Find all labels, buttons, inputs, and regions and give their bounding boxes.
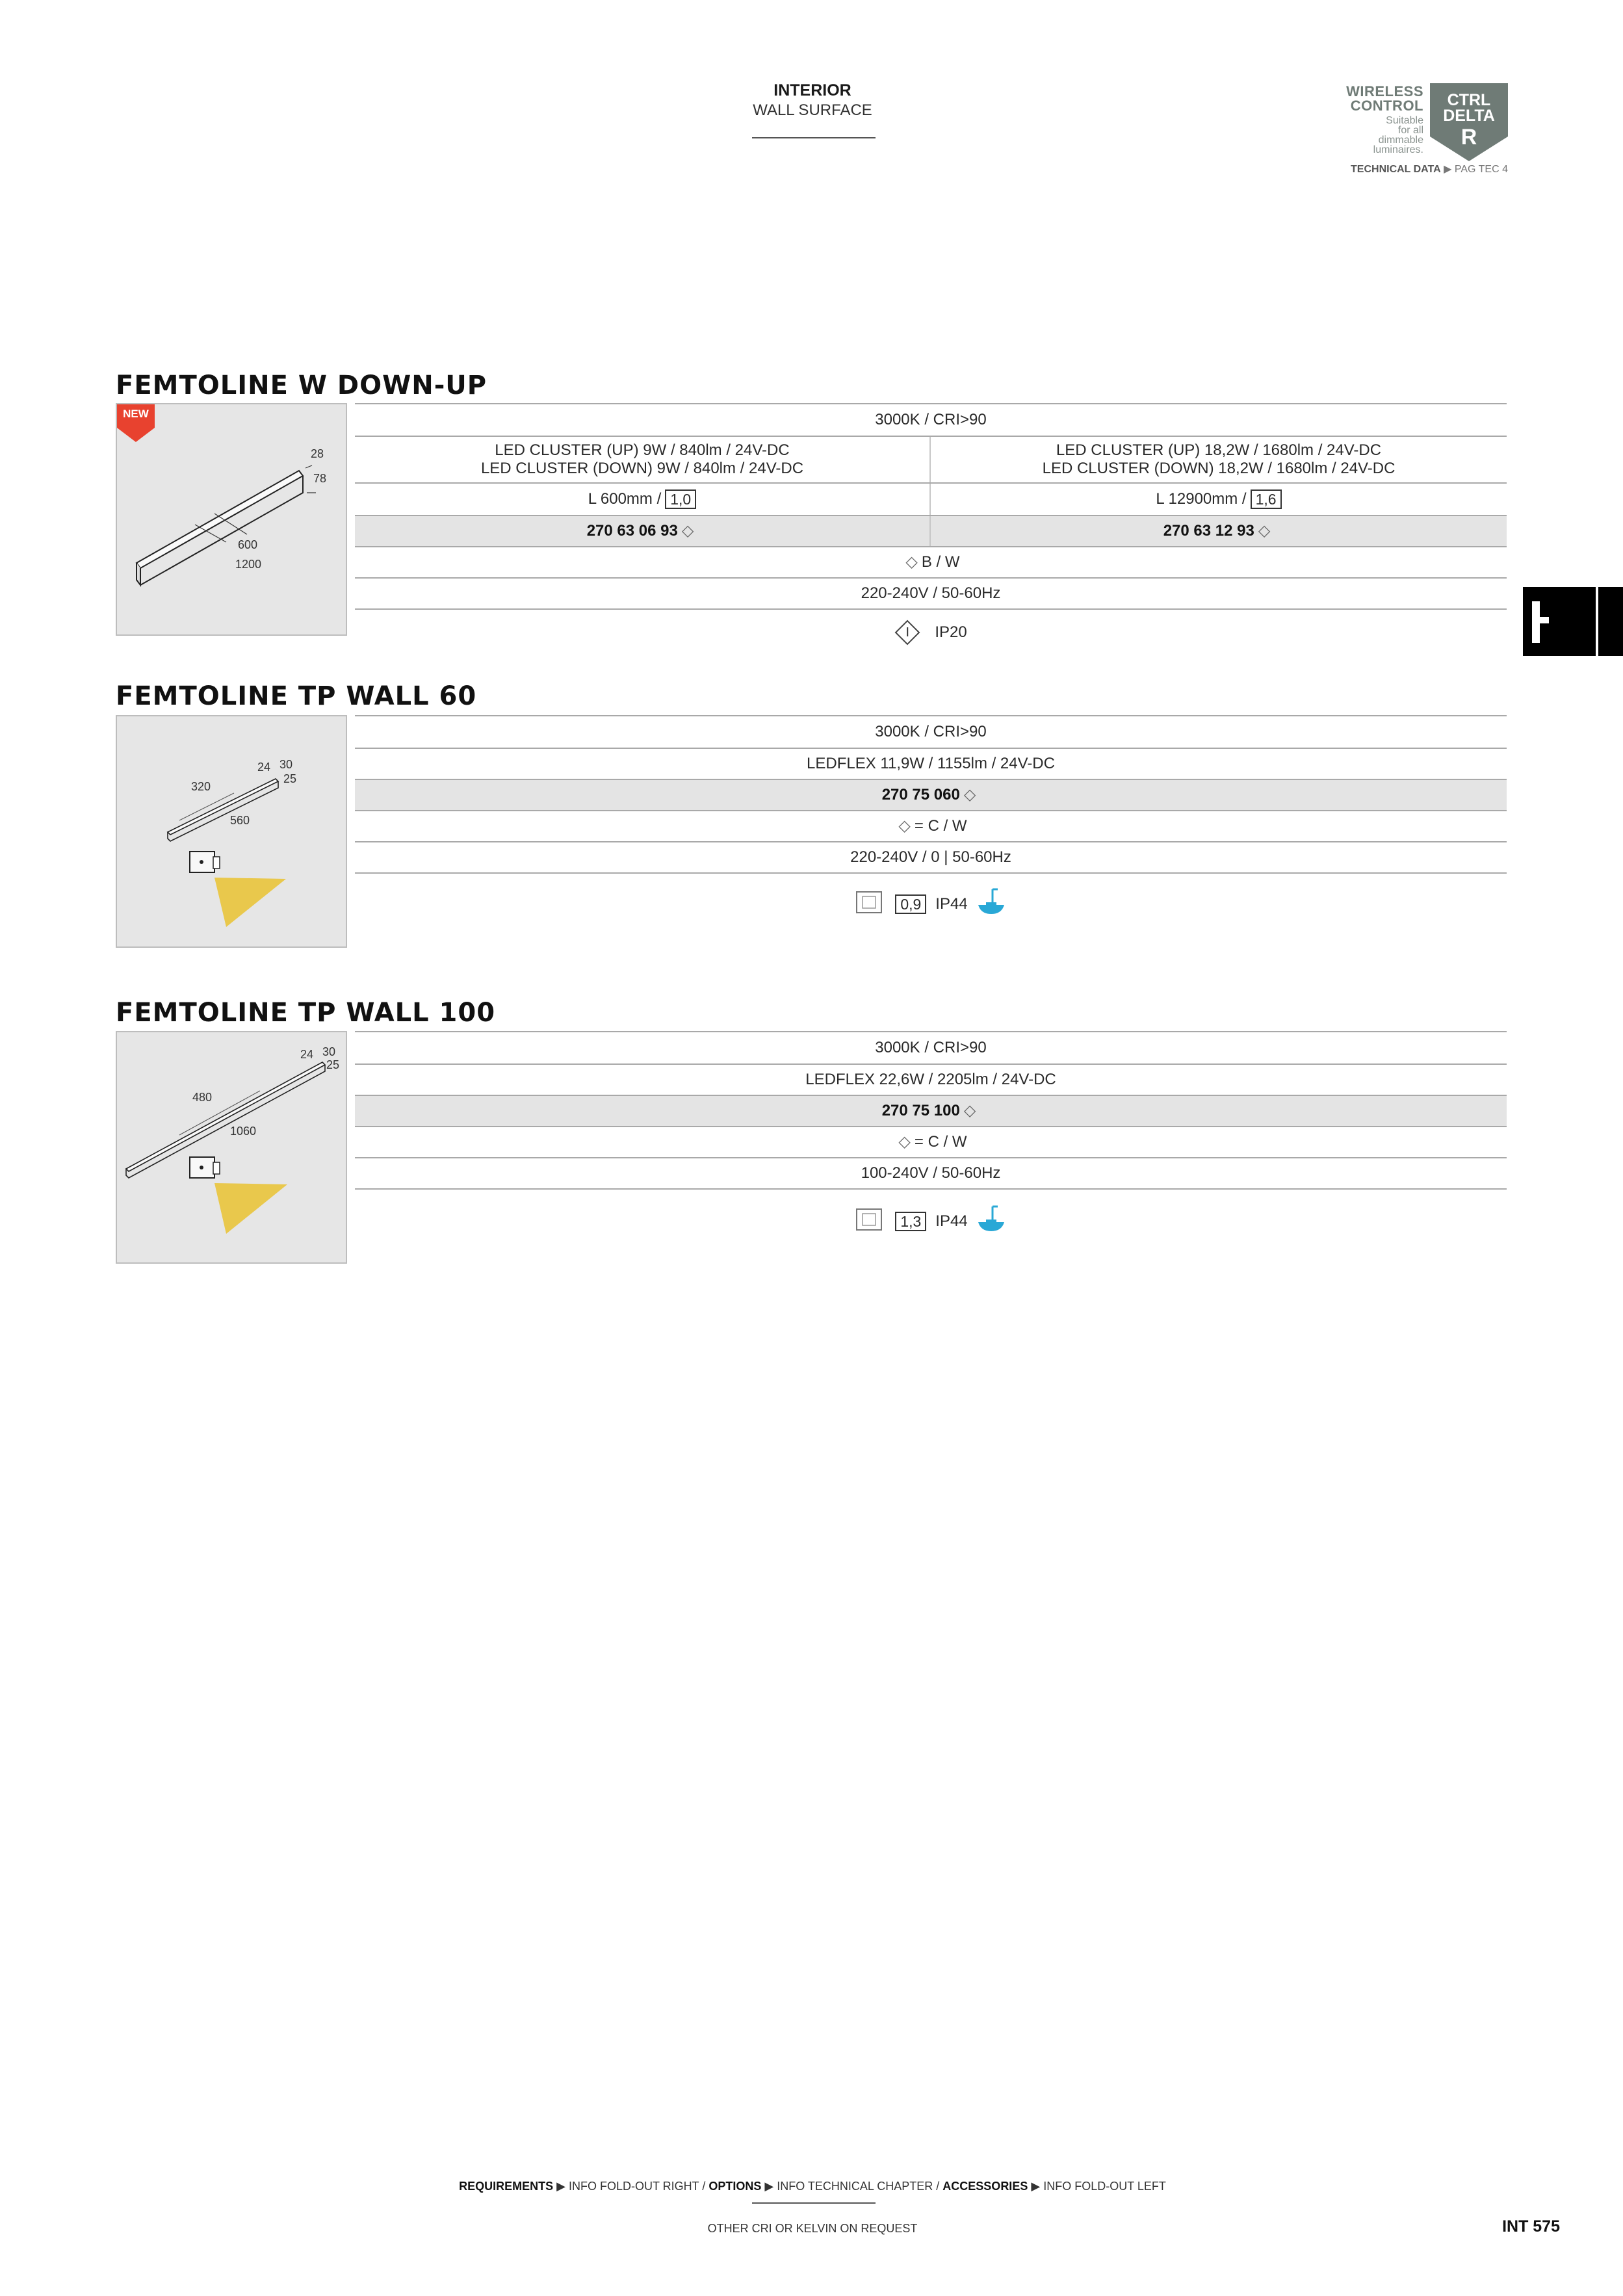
- spec-row-source: LED CLUSTER (UP) 9W / 840lm / 24V-DC LED CLUSTER (DOWN) 9W / 840lm / 24V-DC LED CLUSTER (UP) 18,2W / 1680lm / 24V-DC LED CLUSTER (DOWN) 18,2W / 1680lm / 24V-DC: [355, 436, 1507, 482]
- category-title: INTERIOR: [773, 81, 851, 99]
- section-title: FEMTOLINE TP WALL 100: [116, 998, 496, 1028]
- spec-row-length: L 600mm / 1,0 L 12900mm / 1,6: [355, 482, 1507, 515]
- luminaire-drawing: [117, 404, 346, 634]
- luminaire-drawing: [117, 1032, 346, 1262]
- class-i-icon: I: [894, 620, 920, 646]
- weight-box: 1,6: [1251, 489, 1282, 509]
- spec-row-cct: 3000K / CRI>90: [355, 715, 1507, 748]
- luminaire-drawing: [117, 716, 346, 946]
- technical-data-ref[interactable]: TECHNICAL DATA ▶ PAG TEC 4: [1351, 164, 1508, 175]
- spec-row-source: LEDFLEX 22,6W / 2205lm / 24V-DC: [355, 1063, 1507, 1095]
- product-drawing: 24 30 25 320 560: [116, 715, 347, 948]
- play-arrow-icon: ▶: [764, 2180, 774, 2193]
- spec-row-cct: 3000K / CRI>90: [355, 403, 1507, 436]
- spec-row-ip: I IP20: [355, 608, 1507, 655]
- spec-row-source: LEDFLEX 11,9W / 1155lm / 24V-DC: [355, 748, 1507, 779]
- diamond-icon: ◇: [898, 1133, 911, 1151]
- wireless-control-logo: WIRELESS CONTROL Suitable for all dimmable luminaires. CTRL DELTA R: [1339, 83, 1508, 181]
- spec-row-voltage: 100-240V / 50-60Hz: [355, 1157, 1507, 1188]
- subcategory-title: WALL SURFACE: [753, 101, 872, 119]
- class-ii-icon: [856, 1208, 882, 1235]
- play-arrow-icon: ▶: [1031, 2180, 1041, 2193]
- header-divider: [752, 137, 876, 138]
- spec-row-voltage: 220-240V / 50-60Hz: [355, 577, 1507, 608]
- play-arrow-icon: ▶: [556, 2180, 565, 2193]
- page-number: INT 575: [1502, 2217, 1560, 2236]
- diamond-icon: ◇: [898, 817, 911, 835]
- chapter-tab[interactable]: [1523, 587, 1623, 656]
- wireless-note: Suitable for all dimmable luminaires.: [1373, 115, 1423, 155]
- spec-row-cct: 3000K / CRI>90: [355, 1031, 1507, 1063]
- product-code[interactable]: 270 75 100 ◇: [881, 1102, 976, 1119]
- section-title: FEMTOLINE TP WALL 60: [116, 681, 477, 711]
- spec-row-voltage: 220-240V / 0 | 50-60Hz: [355, 841, 1507, 872]
- diamond-icon: ◇: [963, 786, 976, 803]
- footer-divider: [752, 2202, 876, 2204]
- weight-box: 1,0: [665, 489, 696, 509]
- spec-row-code: [355, 779, 1507, 810]
- spec-row-finish: ◇ = C / W: [355, 1126, 1507, 1157]
- product-code[interactable]: 270 63 12 93 ◇: [1163, 522, 1271, 540]
- product-code[interactable]: 270 75 060 ◇: [881, 786, 976, 803]
- spec-row-ip: 0,9 IP44: [355, 872, 1507, 935]
- spec-row-finish: ◇ B / W: [355, 546, 1507, 577]
- wireless-title: WIRELESS CONTROL: [1346, 83, 1423, 114]
- class-ii-icon: [856, 891, 882, 918]
- spec-row-code: [355, 1095, 1507, 1126]
- diamond-icon: ◇: [905, 553, 918, 571]
- weight-box: 1,3: [895, 1212, 926, 1231]
- diamond-icon: ◇: [963, 1102, 976, 1119]
- product-drawing: NEW 28 78 600 1200: [116, 403, 347, 636]
- play-arrow-icon: ▶: [1444, 164, 1452, 175]
- product-drawing: 24 30 25 480 1060: [116, 1031, 347, 1264]
- spec-row-finish: ◇ = C / W: [355, 810, 1507, 841]
- weight-box: 0,9: [895, 894, 926, 914]
- bathroom-icon: [977, 888, 1006, 921]
- spec-row-ip: 1,3 IP44: [355, 1188, 1507, 1253]
- product-code[interactable]: 270 63 06 93 ◇: [355, 516, 931, 546]
- section-title: FEMTOLINE W DOWN-UP: [116, 371, 487, 400]
- spec-row-code: [355, 515, 1507, 546]
- footer-note: OTHER CRI OR KELVIN ON REQUEST: [707, 2222, 918, 2235]
- diamond-icon: ◇: [681, 522, 694, 540]
- bathroom-icon: [977, 1205, 1006, 1238]
- diamond-icon: ◇: [1258, 522, 1271, 540]
- footer-requirements: REQUIREMENTS ▶ INFO FOLD-OUT RIGHT / OPTIONS ▶ INFO TECHNICAL CHAPTER / ACCESSORIES ▶ INFO FOLD-OUT LEFT: [459, 2180, 1166, 2193]
